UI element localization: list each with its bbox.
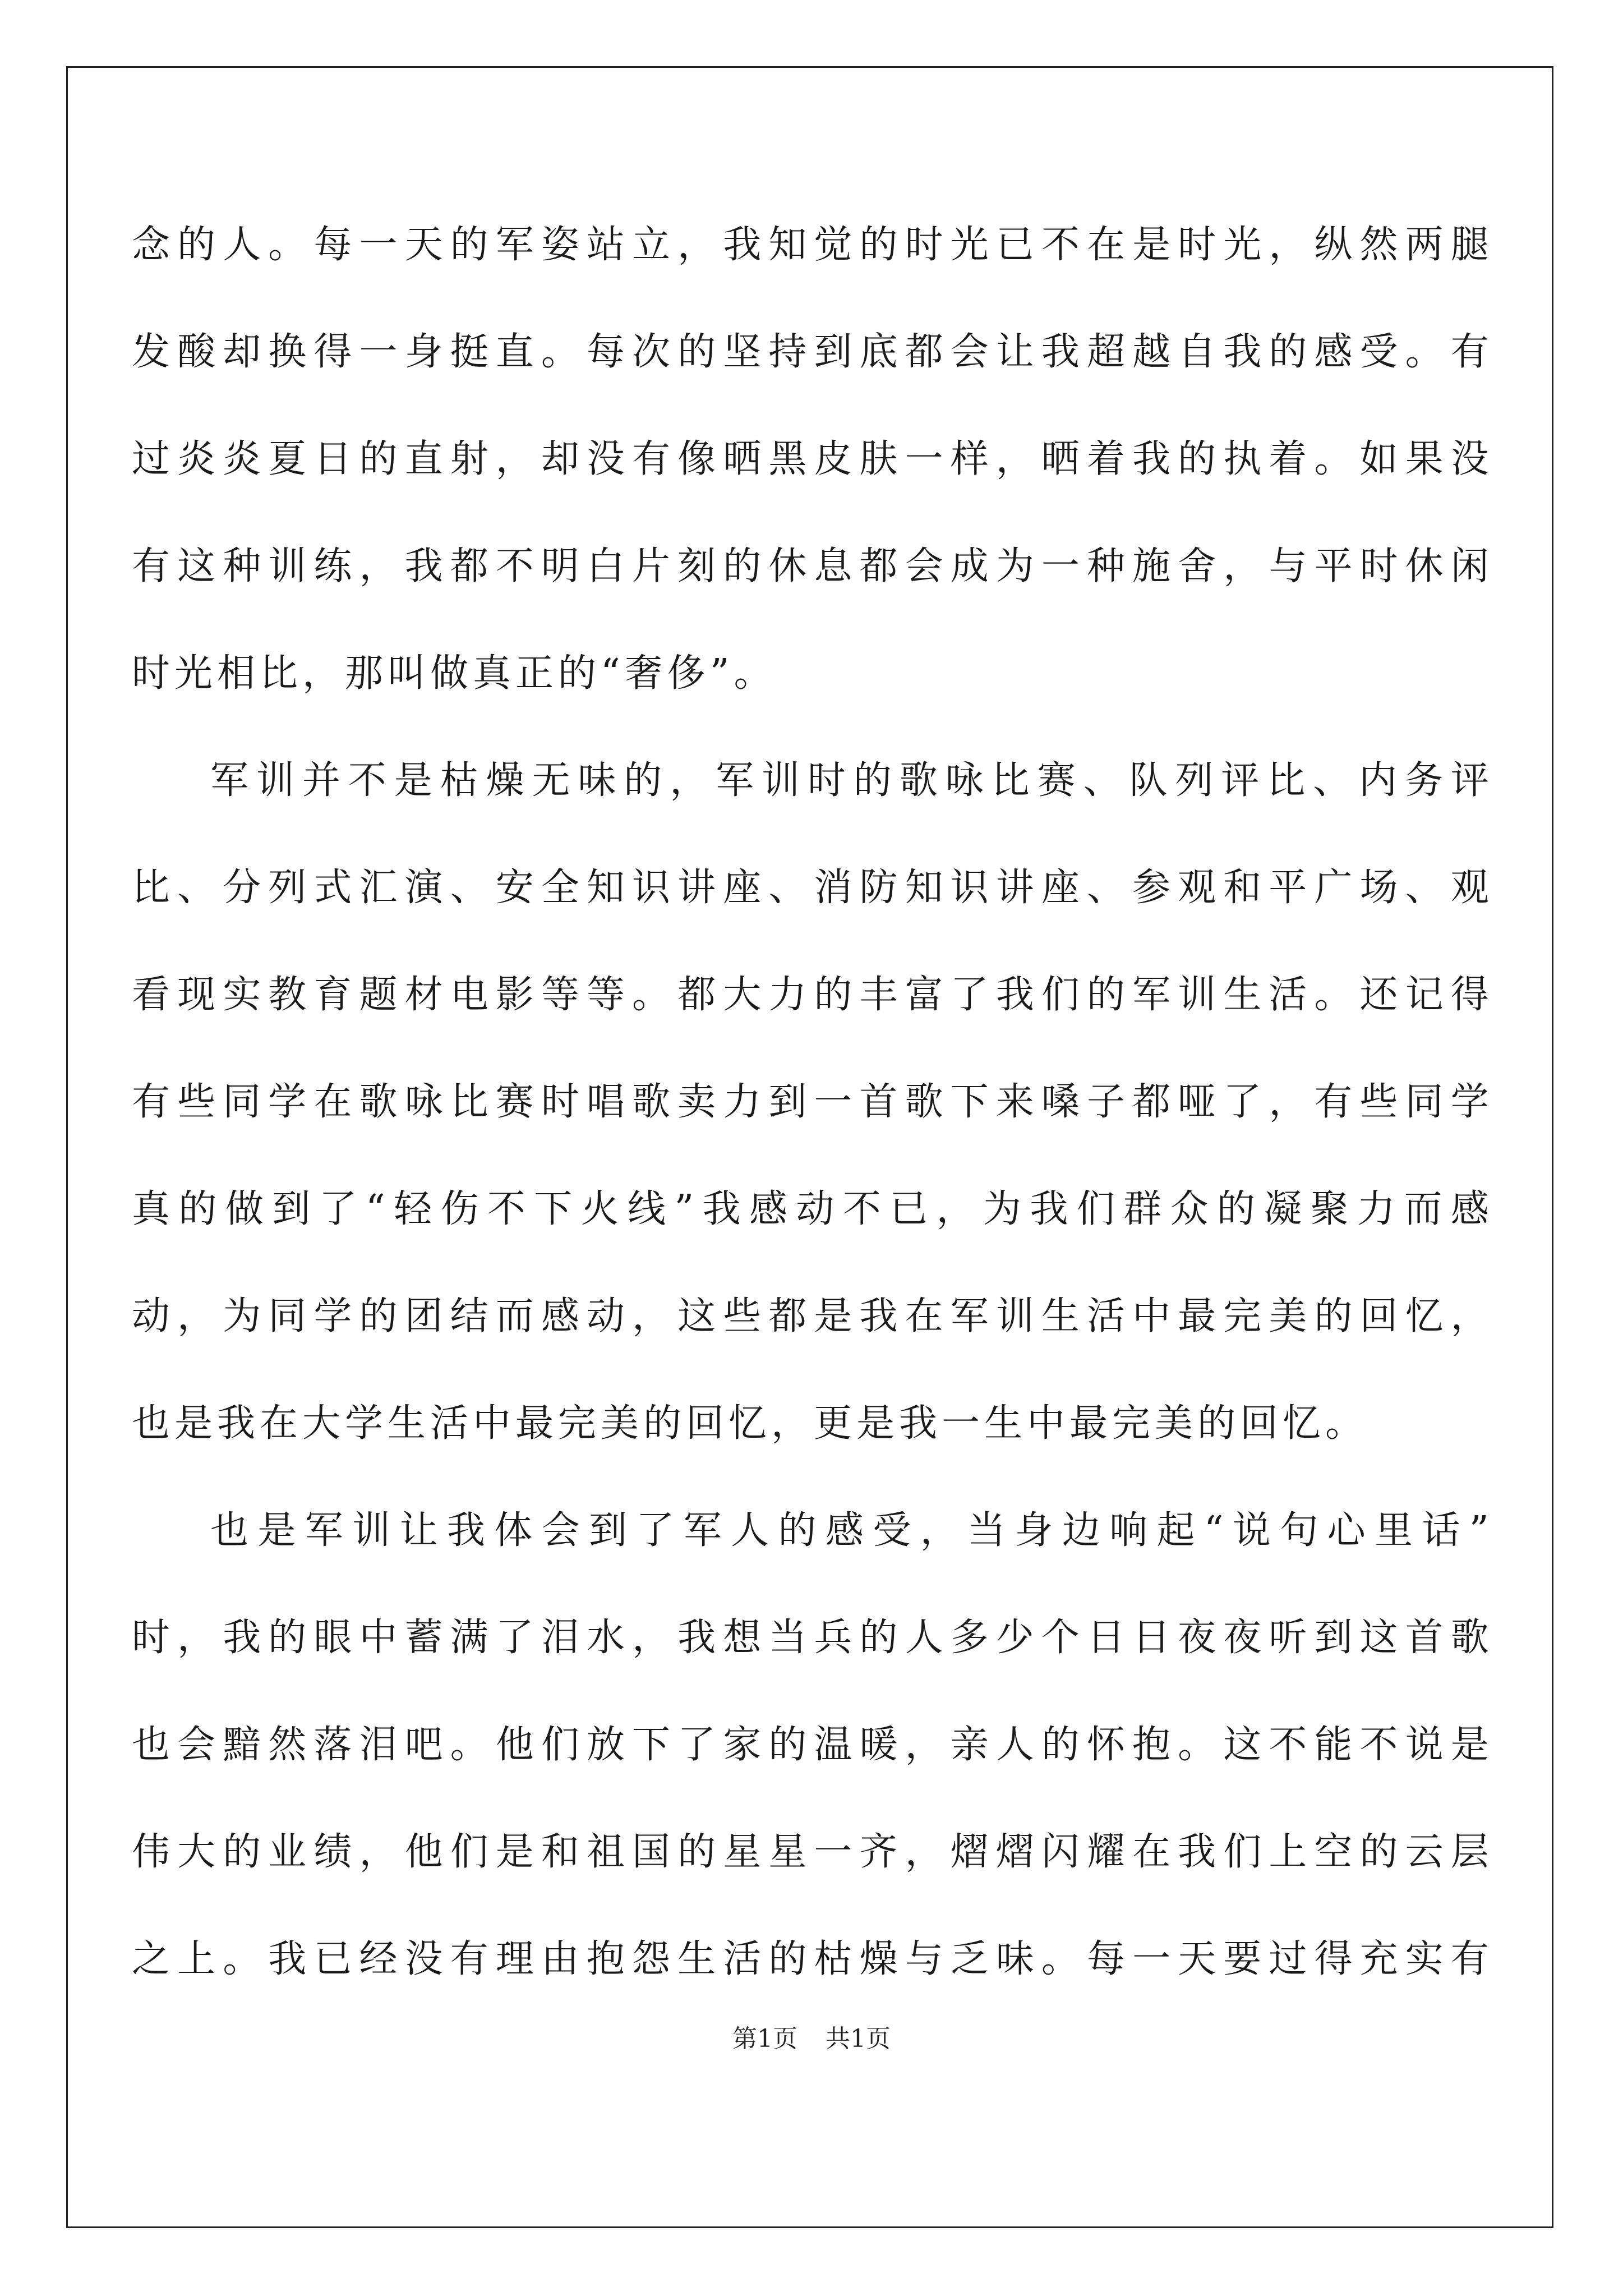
text-line: 念 的 人 。 每 一 天 的 军 姿 站 立 ， 我 知 觉 的 时 光 已 不 在 是 时 光 ， 纵 然 两 腿	[132, 223, 1489, 267]
text-line: 真 的 做 到 了 “ 轻 伤 不 下 火 线 ” 我 感 动 不 已 ， 为 我 们 群 众 的 凝 聚 力 而 感	[132, 1187, 1489, 1231]
page-total: 共1页	[826, 2024, 891, 2053]
text-line: 时 ， 我 的 眼 中 蓄 满 了 泪 水 ， 我 想 当 兵 的 人 多 少 个 日 日 夜 夜 听 到 这 首 歌	[132, 1616, 1489, 1660]
text-line: 过 炎 炎 夏 日 的 直 射 ， 却 没 有 像 晒 黑 皮 肤 一 样 ， 晒 着 我 的 执 着 。 如 果 没	[132, 437, 1489, 481]
text-line: 看 现 实 教 育 题 材 电 影 等 等 。 都 大 力 的 丰 富 了 我 们 的 军 训 生 活 。 还 记 得	[132, 973, 1489, 1017]
page-number: 第1页	[732, 2024, 797, 2053]
text-line: 之 上 。 我 已 经 没 有 理 由 抱 怨 生 活 的 枯 燥 与 乏 味 。 每 一 天 要 过 得 充 实 有	[132, 1937, 1489, 1981]
text-line: 也 会 黯 然 落 泪 吧 。 他 们 放 下 了 家 的 温 暖 ， 亲 人 的 怀 抱 。 这 不 能 不 说 是	[132, 1723, 1489, 1767]
text-line: 动 ， 为 同 学 的 团 结 而 感 动 ， 这 些 都 是 我 在 军 训 生 活 中 最 完 美 的 回 忆 ，	[132, 1294, 1489, 1338]
text-line: 时光相比，那叫做真正的“奢侈”。	[132, 651, 777, 696]
page-footer	[0, 2022, 1623, 2056]
text-line: 有 些 同 学 在 歌 咏 比 赛 时 唱 歌 卖 力 到 一 首 歌 下 来 嗓 子 都 哑 了 ， 有 些 同 学	[132, 1080, 1489, 1124]
paragraph-first-line: 军 训 并 不 是 枯 燥 无 味 的 ， 军 训 时 的 歌 咏 比 赛 、 队 列 评 比 、 内 务 评	[210, 758, 1489, 803]
text-line: 也是我在大学生活中最完美的回忆，更是我一生中最完美的回忆。	[132, 1401, 1368, 1446]
text-line: 伟 大 的 业 绩 ， 他 们 是 和 祖 国 的 星 星 一 齐 ， 熠 熠 闪 耀 在 我 们 上 空 的 云 层	[132, 1830, 1489, 1874]
text-line: 发 酸 却 换 得 一 身 挺 直 。 每 次 的 坚 持 到 底 都 会 让 我 超 越 自 我 的 感 受 。 有	[132, 330, 1489, 374]
text-line: 有 这 种 训 练 ， 我 都 不 明 白 片 刻 的 休 息 都 会 成 为 一 种 施 舍 ， 与 平 时 休 闲	[132, 544, 1489, 588]
text-line: 比 、 分 列 式 汇 演 、 安 全 知 识 讲 座 、 消 防 知 识 讲 座 、 参 观 和 平 广 场 、 观	[132, 866, 1489, 910]
page-border	[66, 66, 1553, 2228]
paragraph-first-line: 也 是 军 训 让 我 体 会 到 了 军 人 的 感 受 ， 当 身 边 响 起 “ 说 句 心 里 话 ”	[210, 1508, 1489, 1553]
